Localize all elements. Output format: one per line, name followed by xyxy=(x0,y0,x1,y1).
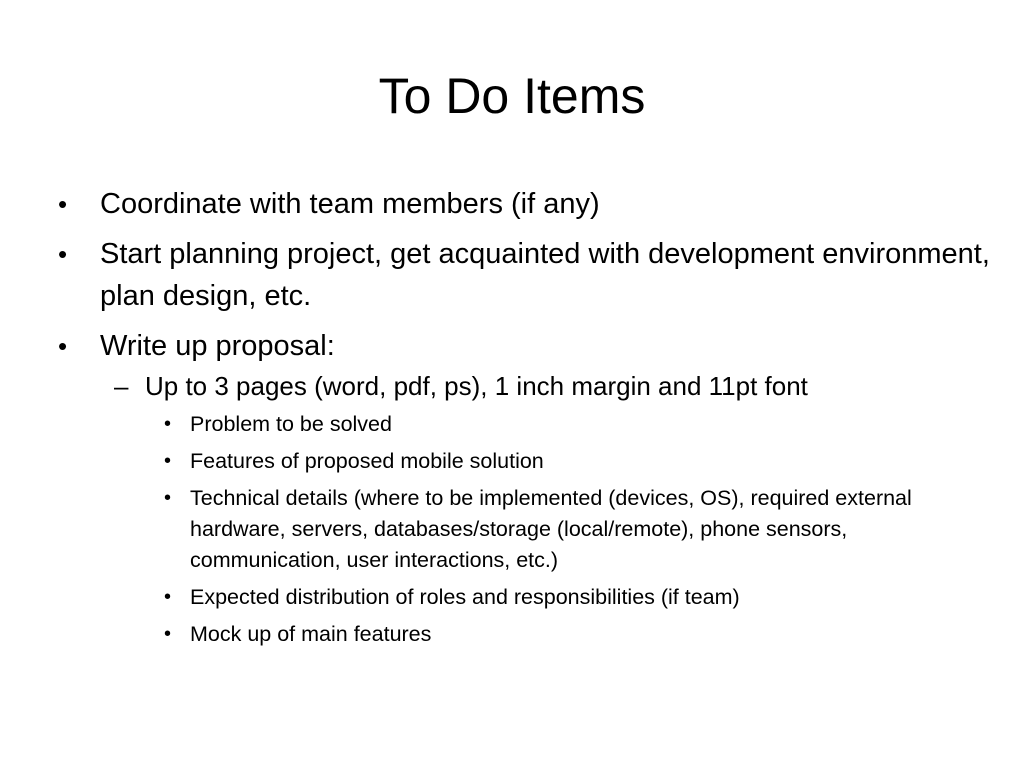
sub-sub-list-item-text: Expected distribution of roles and responsibilities (if team) xyxy=(190,585,740,609)
bullet-icon: • xyxy=(58,331,68,361)
sub-sub-list-item-text: Features of proposed mobile solution xyxy=(190,449,544,473)
bullet-list xyxy=(56,183,996,656)
bullet-icon: • xyxy=(58,189,68,219)
sub-sub-list-item-text: Mock up of main features xyxy=(190,622,432,646)
sub-sub-list-item xyxy=(56,582,996,613)
sub-sub-list-item xyxy=(56,446,996,477)
list-item xyxy=(56,325,996,367)
sub-sub-list-item-text: Technical details (where to be implemented (devices, OS), required external hardware, servers, databases/storage (local/remote), phone sensors, communication, user interactions, etc.) xyxy=(190,486,912,572)
sub-list-item xyxy=(56,369,996,403)
sub-sub-list-item xyxy=(56,483,996,576)
list-item-text: Write up proposal: xyxy=(100,330,335,362)
slide-title: To Do Items xyxy=(378,68,646,124)
sub-sub-list-item-text: Problem to be solved xyxy=(190,412,392,436)
dash-bullet-icon: – xyxy=(114,371,129,401)
sub-sub-list-item xyxy=(56,409,996,440)
bullet-icon: • xyxy=(164,586,172,608)
bullet-icon: • xyxy=(58,239,68,269)
sub-sub-list-item xyxy=(56,619,996,650)
sub-list-item-text: Up to 3 pages (word, pdf, ps), 1 inch margin and 11pt font xyxy=(145,371,808,401)
list-item xyxy=(56,183,996,225)
bullet-icon: • xyxy=(164,413,172,435)
list-item-text: Coordinate with team members (if any) xyxy=(100,188,600,220)
bullet-icon: • xyxy=(164,487,172,509)
list-item xyxy=(56,233,996,317)
bullet-icon: • xyxy=(164,623,172,645)
bullet-icon: • xyxy=(164,450,172,472)
list-item-text: Start planning project, get acquainted with development environment, plan design, etc. xyxy=(100,238,990,312)
